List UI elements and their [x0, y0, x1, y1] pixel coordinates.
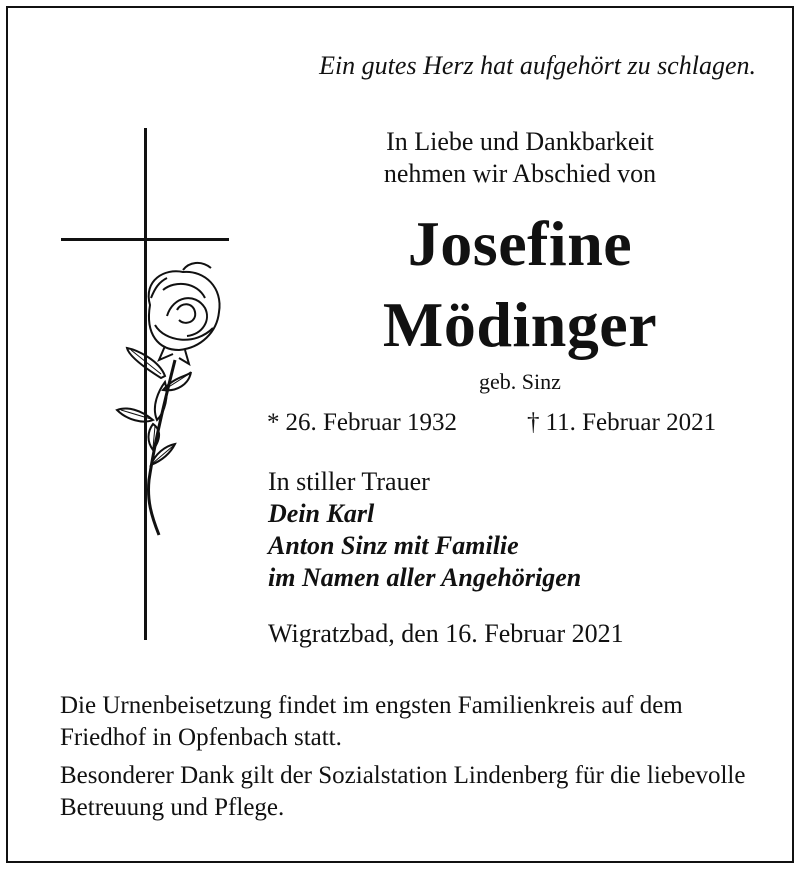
- birth-name: geb. Sinz: [479, 369, 561, 394]
- birth-star-icon: *: [267, 409, 280, 436]
- cross-icon: [55, 120, 245, 650]
- rose-icon: [117, 263, 220, 535]
- deceased-last-name: Mödinger: [382, 289, 658, 360]
- death-date-line: [527, 407, 716, 439]
- motto: Ein gutes Herz hat aufgehört zu schlagen.: [319, 51, 756, 80]
- deceased-first-name: Josefine: [407, 208, 633, 279]
- mourner-name: Dein Karl: [268, 499, 375, 528]
- intro-line-1: In Liebe und Dankbarkeit: [386, 127, 654, 156]
- death-date: 11. Februar 2021: [545, 409, 717, 436]
- birth-date-line: [267, 407, 457, 439]
- mourner-name: Anton Sinz mit Familie: [268, 531, 519, 560]
- birth-date: 26. Februar 1932: [285, 409, 457, 436]
- mourners-block: [268, 466, 581, 594]
- thanks-notice: Besonderer Dank gilt der Sozialstation Lindenberg für die liebevolle Betreuung und Pflege.: [60, 762, 746, 821]
- mourner-name: im Namen aller Angehörigen: [268, 563, 582, 592]
- intro-text: [270, 126, 770, 190]
- intro-line-2: nehmen wir Abschied von: [383, 159, 657, 188]
- death-cross-icon: †: [527, 409, 540, 436]
- place-date: Wigratzbad, den 16. Februar 2021: [268, 619, 624, 648]
- burial-notice: Die Urnenbeisetzung findet im engsten Familienkreis auf dem Friedhof in Opfenbach statt.: [60, 692, 683, 751]
- mourners-heading: In stiller Trauer: [268, 467, 430, 496]
